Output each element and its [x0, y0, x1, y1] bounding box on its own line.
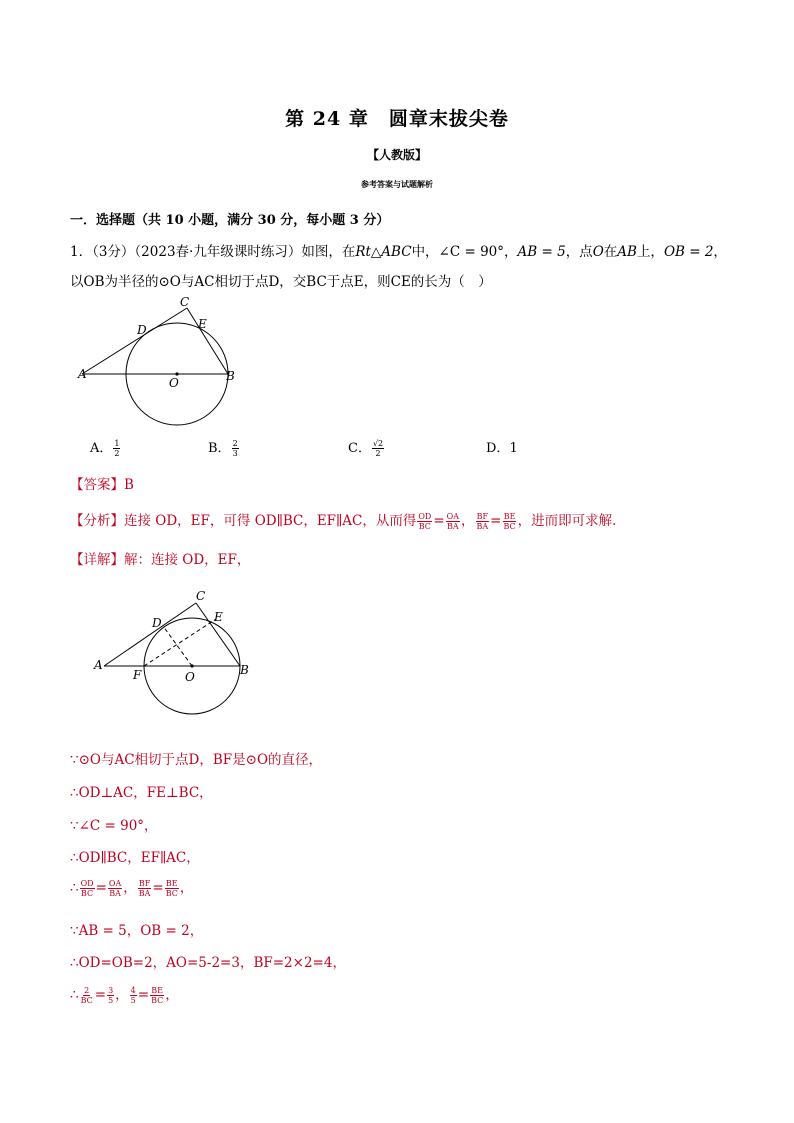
segment-od: [163, 626, 192, 666]
option-b[interactable]: B． $\frac{2}{3}$: [208, 439, 238, 458]
center-point-2: [190, 664, 193, 667]
label-a-2: A: [94, 658, 103, 672]
step-3: ∵∠C = 90°，: [70, 818, 158, 834]
edition-label: 【人教版】: [366, 148, 427, 162]
analysis-line: 【分析】连接 OD，EF，可得 OD∥BC，EF∥AC，从而得 $\frac{OD}{BC}$ = $\frac{OA}{BA}$ ， $\frac{BF}{BA}$ = $\frac{BE}{BC}$ ，进而即可求解．: [70, 512, 626, 531]
figure-2-diagram: [90, 585, 265, 720]
step-1: ∵⊙O与AC相切于点D，BF是⊙O的直径，: [70, 752, 323, 768]
step-2: ∴OD⊥AC，FE⊥BC，: [70, 785, 213, 801]
option-a[interactable]: A． $\frac{1}{2}$: [90, 439, 120, 458]
reference-label: 参考答案与试题解析: [361, 179, 433, 189]
segment-ac-2: [104, 603, 196, 666]
label-d-2: D: [152, 616, 162, 630]
detail-line: 【详解】解：连接 OD，EF，: [70, 552, 251, 568]
option-d[interactable]: D．1: [486, 441, 518, 456]
label-o-2: O: [185, 670, 195, 684]
label-e: E: [198, 317, 207, 331]
step-6: ∵AB = 5，OB = 2，: [70, 923, 204, 939]
segment-ac: [82, 308, 187, 374]
label-b: B: [226, 369, 235, 383]
question-line-2: 以OB为半径的⊙O与AC相切于点D，交BC于点E，则CE的长为（ ）: [70, 274, 492, 290]
step-8: ∴ $\frac{2}{BC}$ = $\frac{3}{5}$ ， $\frac{4}{5}$ = $\frac{BE}{BC}$ ，: [70, 986, 179, 1005]
step-7: ∴OD=OB=2，AO=5-2=3，BF=2×2=4，: [70, 955, 346, 971]
label-d: D: [137, 323, 147, 337]
label-a: A: [78, 367, 87, 381]
step-5: ∴ $\frac{OD}{BC}$ = $\frac{OA}{BA}$ ， $\frac{BF}{BA}$ = $\frac{BE}{BC}$ ，: [70, 879, 194, 898]
label-f-2: F: [133, 668, 142, 682]
label-o: O: [169, 376, 179, 390]
label-b-2: B: [240, 663, 249, 677]
label-c: C: [180, 295, 190, 309]
section-heading: 一．选择题（共 10 小题，满分 30 分，每小题 3 分）: [70, 213, 390, 228]
figure-1-diagram: [70, 290, 260, 430]
option-c[interactable]: C． $\frac{√2}{2}$: [348, 439, 384, 458]
label-c-2: C: [196, 589, 206, 603]
page-title: 第 24 章 圆章末拔尖卷: [285, 108, 509, 130]
segment-bc: [187, 308, 228, 374]
step-4: ∴OD∥BC，EF∥AC，: [70, 850, 200, 866]
answer-line: 【答案】B: [70, 477, 134, 493]
label-e-2: E: [214, 610, 223, 624]
question-line-1: 1．（3分）（2023春·九年级课时练习）如图，在Rt△ABC中，∠C = 90°，AB = 5，点O在AB上，OB = 2，: [70, 244, 727, 260]
